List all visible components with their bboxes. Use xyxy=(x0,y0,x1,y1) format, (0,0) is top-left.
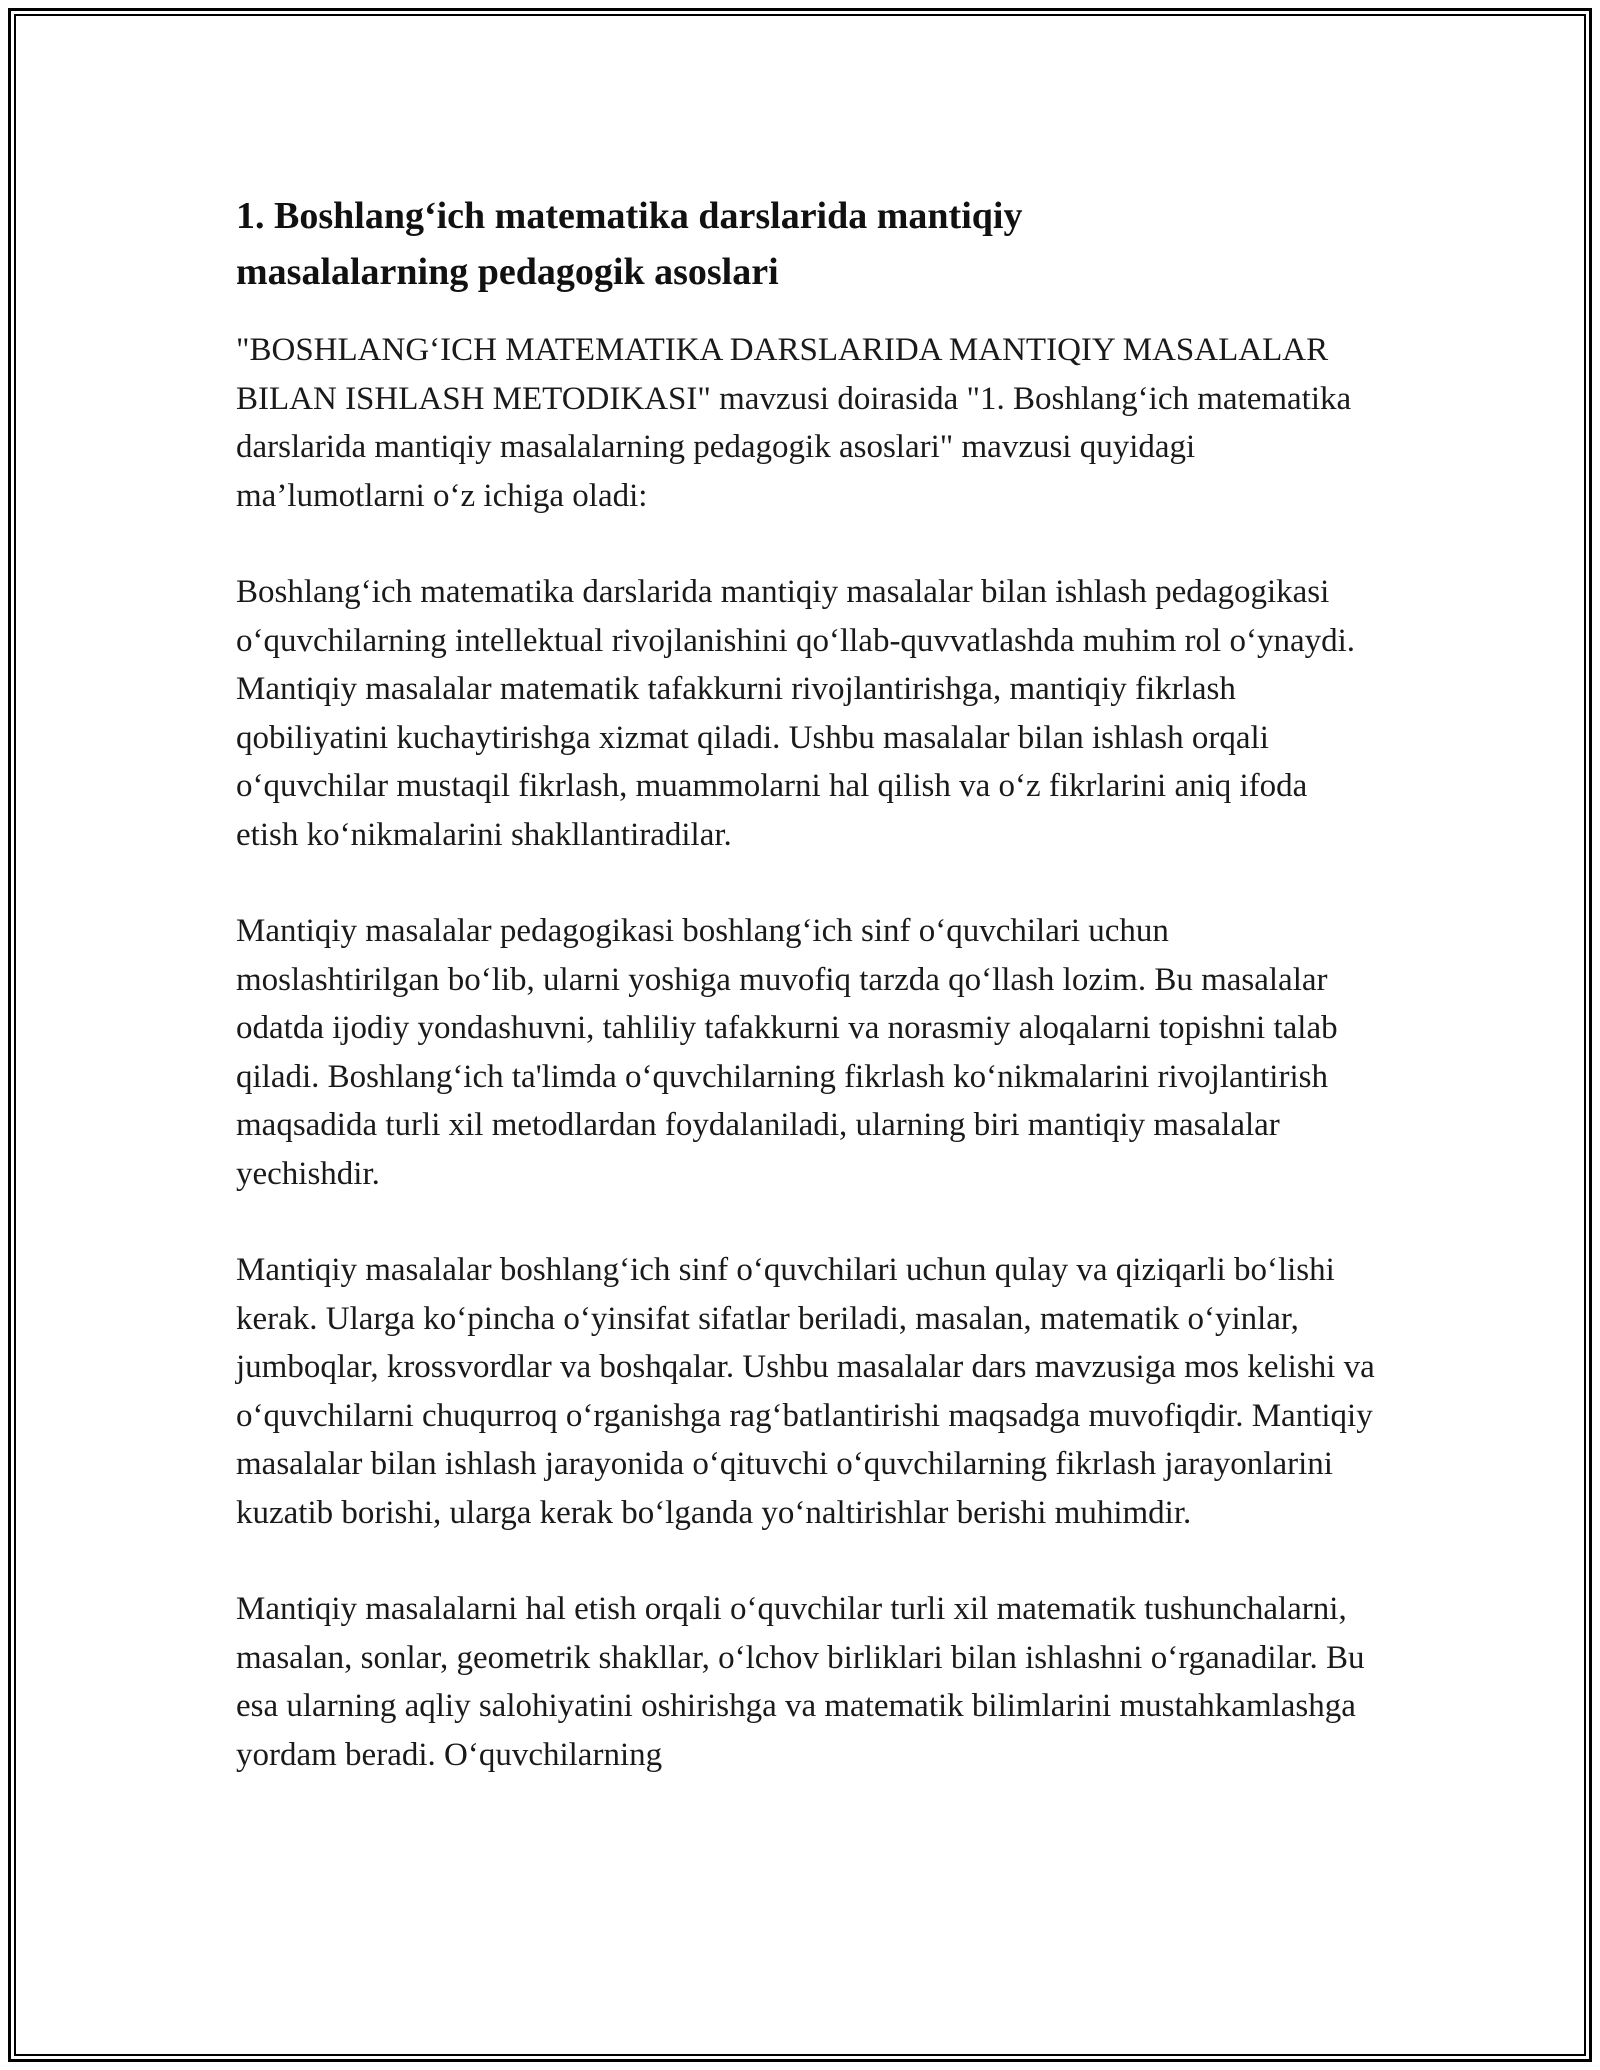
intro-paragraph: "BOSHLANG‘ICH MATEMATIKA DARSLARIDA MANTIQIY MASALALAR BILAN ISHLASH METODIKASI" mavzusi doirasida "1. Boshlang‘ich matematika darslarida mantiqiy masalalarning pedagogik asoslari" mavzusi quyidagi ma’lumotlarni o‘z ichiga oladi: xyxy=(236,332,1352,514)
paragraph-3: Mantiqiy masalalar boshlang‘ich sinf o‘quvchilari uchun qulay va qiziqarli bo‘lishi kerak. Ularga ko‘pincha o‘yinsifat sifatlar beriladi, masalan, matematik o‘yinlar, jumboqlar, krossvordlar va boshqalar. Ushbu masalalar dars mavzusiga mos kelishi va o‘quvchilarni chuqurroq o‘rganishga rag‘batlantirishi maqsadga muvofiqdir. Mantiqiy masalalar bilan ishlash jarayonida o‘qituvchi o‘quvchilarning fikrlash jarayonlarini kuzatib borishi, ularga kerak bo‘lganda yo‘naltirishlar berishi muhimdir. xyxy=(236,1252,1375,1531)
paragraph-1: Boshlang‘ich matematika darslarida mantiqiy masalalar bilan ishlash pedagogikasi o‘quvchilarning intellektual rivojlanishini qo‘llab-quvvatlashda muhim rol o‘ynaydi. Mantiqiy masalalar matematik tafakkurni rivojlantirishga, mantiqiy fikrlash qobiliyatini kuchaytirishga xizmat qiladi. Ushbu masalalar bilan ishlash orqali o‘quvchilar mustaqil fikrlash, muammolarni hal qilish va o‘z fikrlarini aniq ifoda etish ko‘nikmalarini shakllantiradilar. xyxy=(236,574,1356,853)
document-body xyxy=(236,188,1376,1827)
paragraph-2: Mantiqiy masalalar pedagogikasi boshlang‘ich sinf o‘quvchilari uchun moslashtirilgan bo‘lib, ularni yoshiga muvofiq tarzda qo‘llash lozim. Bu masalalar odatda ijodiy yondashuvni, tahliliy tafakkurni va norasmiy aloqalarni topishni talab qiladi. Boshlang‘ich ta'limda o‘quvchilarning fikrlash ko‘nikmalarini rivojlantirish maqsadida turli xil metodlardan foydalaniladi, ularning biri mantiqiy masalalar yechishdir. xyxy=(236,913,1338,1192)
paragraph-4: Mantiqiy masalalarni hal etish orqali o‘quvchilar turli xil matematik tushunchalarni, masalan, sonlar, geometrik shakllar, o‘lchov birliklari bilan ishlashni o‘rganadilar. Bu esa ularning aqliy salohiyatini oshirishga va matematik bilimlarini mustahkamlashga yordam beradi. O‘quvchilarning xyxy=(236,1591,1365,1773)
section-heading: 1. Boshlang‘ich matematika darslarida mantiqiy masalalarning pedagogik asoslari xyxy=(236,195,1023,293)
